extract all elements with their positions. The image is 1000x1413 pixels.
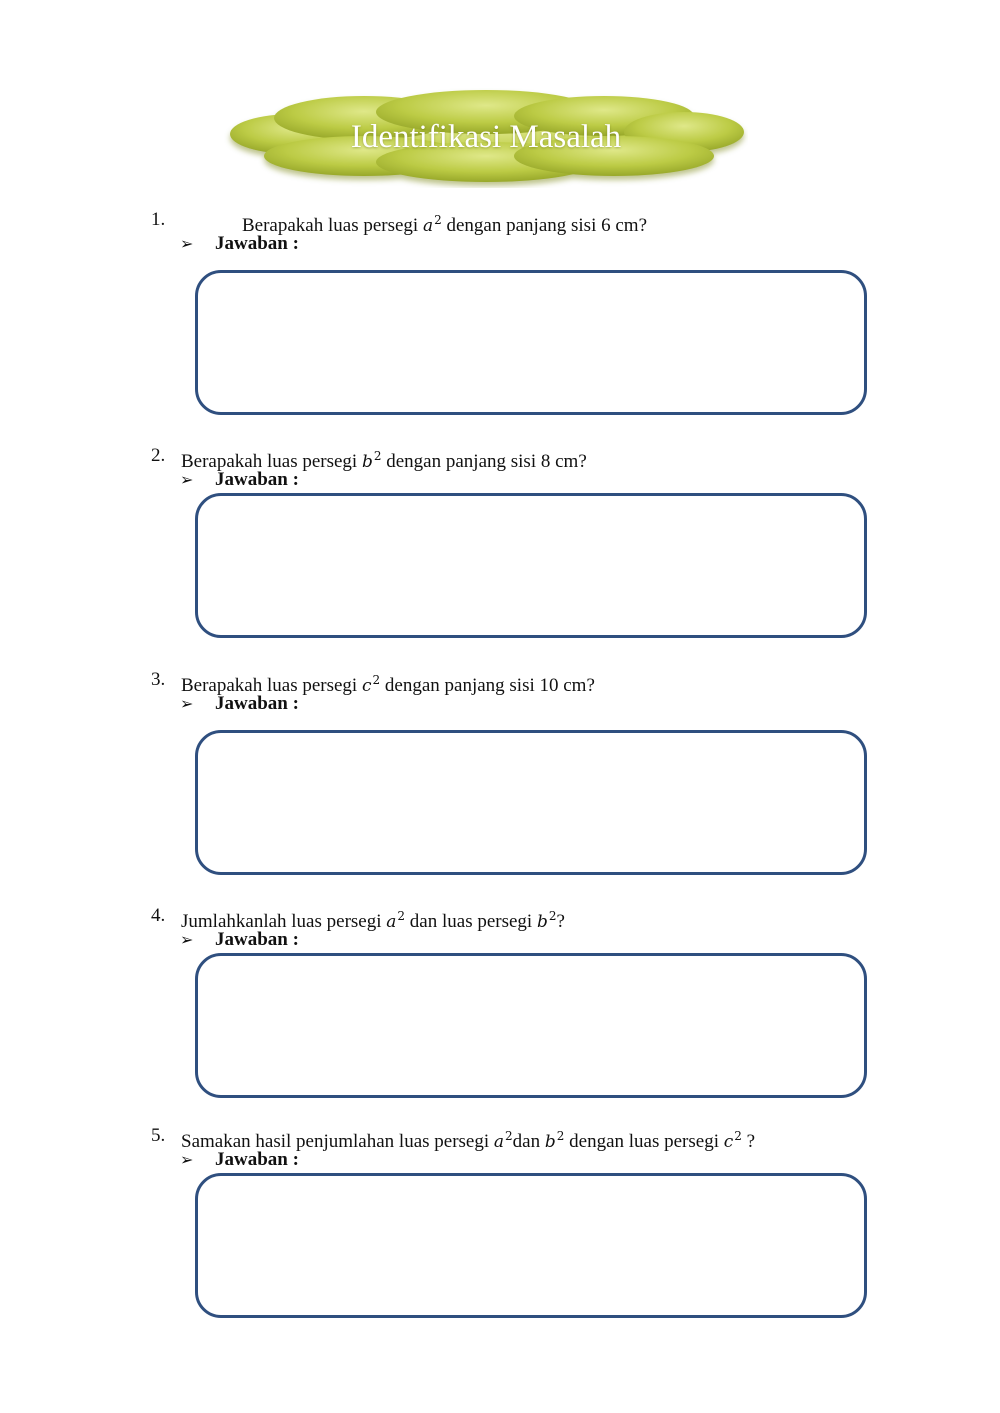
question-text-part: ? <box>556 911 565 932</box>
title-banner <box>224 88 748 188</box>
arrow-bullet-icon: ➢ <box>180 694 194 713</box>
answer-box-5[interactable] <box>195 1173 867 1318</box>
question-text-part: dengan panjang sisi 10 cm? <box>380 675 595 696</box>
answer-label <box>180 232 299 256</box>
answer-label <box>180 468 299 492</box>
answer-label-text: Jawaban : <box>215 233 299 254</box>
question-number: 3. <box>151 669 166 690</box>
question-text-part: dengan panjang sisi 6 cm? <box>441 215 648 236</box>
arrow-bullet-icon: ➢ <box>180 470 194 489</box>
page-title: Identifikasi Masalah <box>350 119 622 155</box>
question-text-part: dan <box>512 1131 545 1152</box>
math-variable: $b^2$ <box>361 449 382 472</box>
question-text-part: Jumlahkanlah luas persegi <box>181 911 387 932</box>
answer-label-text: Jawaban : <box>215 469 299 490</box>
arrow-bullet-icon: ➢ <box>180 930 194 949</box>
question-text-part: dengan panjang sisi 8 cm? <box>381 451 587 472</box>
answer-box-2[interactable] <box>195 493 867 638</box>
question-text <box>242 208 647 238</box>
math-variable: $b^2$ <box>536 909 557 932</box>
question-text-part: Berapakah luas persegi <box>181 675 362 696</box>
question-number: 5. <box>151 1125 166 1146</box>
answer-box-1[interactable] <box>195 270 867 415</box>
answer-label-text: Jawaban : <box>215 1149 299 1170</box>
math-variable: $a^2$ <box>386 909 406 932</box>
answer-label <box>180 692 299 716</box>
answer-box-3[interactable] <box>195 730 867 875</box>
answer-box-4[interactable] <box>195 953 867 1098</box>
question-text-part: Samakan hasil penjumlahan luas persegi <box>181 1131 494 1152</box>
question-number: 4. <box>151 905 166 926</box>
arrow-bullet-icon: ➢ <box>180 1150 194 1169</box>
question-text-part: dengan luas persegi <box>564 1131 724 1152</box>
question-text-part: dan luas persegi <box>405 911 537 932</box>
math-variable: $c^2$ <box>361 673 381 696</box>
question-text-part: Berapakah luas persegi <box>242 215 423 236</box>
question-text-part: Berapakah luas persegi <box>181 451 362 472</box>
math-variable: $a^2$ <box>422 213 442 236</box>
answer-label <box>180 1148 299 1172</box>
question-number: 2. <box>151 445 166 466</box>
answer-label <box>180 928 299 952</box>
math-variable: $c^2$ <box>723 1129 742 1152</box>
answer-label-text: Jawaban : <box>215 929 299 950</box>
math-variable: $a^2$ <box>493 1129 513 1152</box>
answer-label-text: Jawaban : <box>215 693 299 714</box>
arrow-bullet-icon: ➢ <box>180 234 194 253</box>
math-variable: $b^2$ <box>544 1129 565 1152</box>
question-number: 1. <box>151 209 166 230</box>
question-text-part: ? <box>741 1131 756 1152</box>
